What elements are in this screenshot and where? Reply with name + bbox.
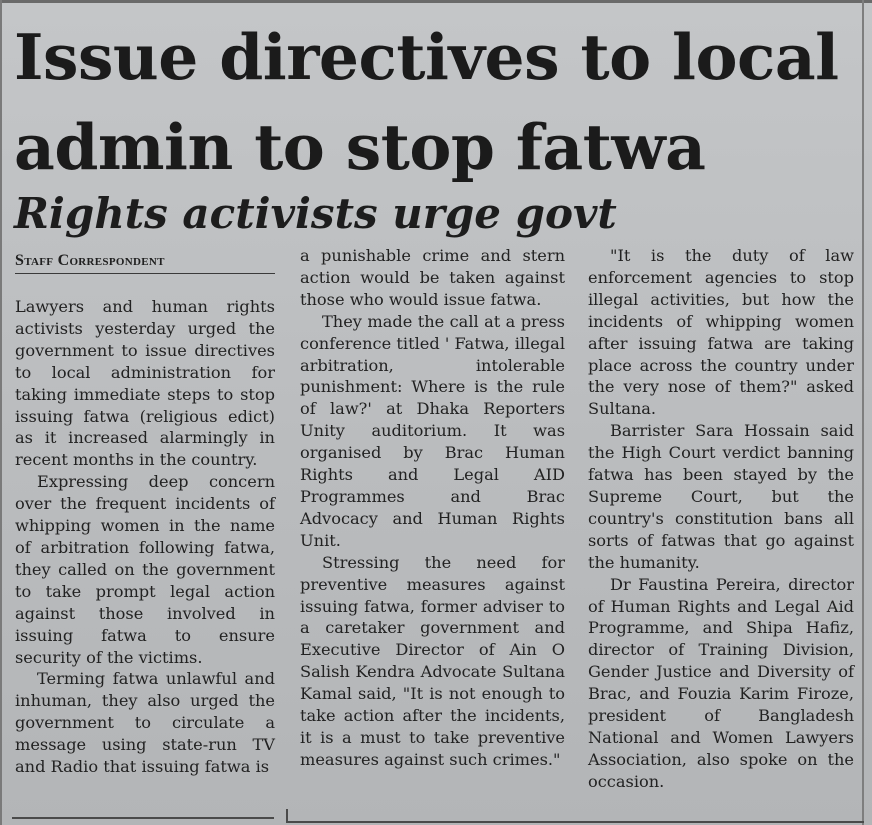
article-column-2 [300, 245, 565, 771]
article-paragraph: Lawyers and human rights activists yesterday urged the government to issue directives to local administration for taking immediate steps to stop issuing fatwa (religious edict) as it increased alarmingly in recent months in the country. [15, 297, 275, 470]
article-paragraph: They made the call at a press conference titled ' Fatwa, illegal arbitration, intolerable punishment: Where is the rule of law?' at Dhaka Reporters Unity auditorium. It was organised by Brac Human Rights and Legal AID Programmes and Brac Advocacy and Human Rights Unit. [300, 311, 565, 550]
kicker-subheadline: Rights activists urge govt [14, 189, 617, 238]
article-paragraph: Barrister Sara Hossain said the High Court verdict banning fatwa has been stayed by the Supreme Court, but the country's constitution bans all sorts of fatwas that go against the humanity. [588, 421, 854, 572]
top-border-rule [0, 0, 872, 3]
byline: Staff Correspondent [15, 252, 275, 274]
article-paragraph: Terming fatwa unlawful and inhuman, they also urged the government to circulate a message using state-run TV and Radio that issuing fatwa is [15, 669, 275, 777]
article-paragraph: Stressing the need for preventive measures against issuing fatwa, former adviser to a caretaker government and Executive Director of Ain O Salish Kendra Advocate Sultana Kamal said, "It is not enough to take action after the incidents, it is a must to take preventive measures against such crimes." [300, 552, 565, 769]
headline [14, 12, 864, 192]
headline-line-2: admin to stop fatwa [14, 110, 706, 184]
bottom-right-rule [286, 821, 864, 823]
headline-line-1: Issue directives to local [14, 20, 839, 94]
article-column-3 [588, 245, 854, 793]
article-paragraph: a punishable crime and stern action would be taken against those who would issue fatwa. [300, 246, 565, 309]
left-border-rule [0, 0, 2, 825]
article-column-1 [15, 296, 275, 778]
article-paragraph: "It is the duty of law enforcement agencies to stop illegal activities, but how the incidents of whipping women after issuing fatwa are taking place across the country under the very nose of them?" asked Sultana. [588, 246, 854, 419]
article-paragraph: Expressing deep concern over the frequent incidents of whipping women in the name of arbitration following fatwa, they called on the government to take prompt legal action against those involved in issuing fatwa to ensure security of the victims. [15, 472, 275, 667]
article-paragraph: Dr Faustina Pereira, director of Human Rights and Legal Aid Programme, and Shipa Hafiz, director of Training Division, Gender Justice and Diversity of Brac, and Fouzia Karim Firoze, president of Bangladesh National and Women Lawyers Association, also spoke on the occasion. [588, 574, 854, 791]
bottom-rule-corner [286, 809, 288, 823]
bottom-left-rule [12, 817, 274, 819]
